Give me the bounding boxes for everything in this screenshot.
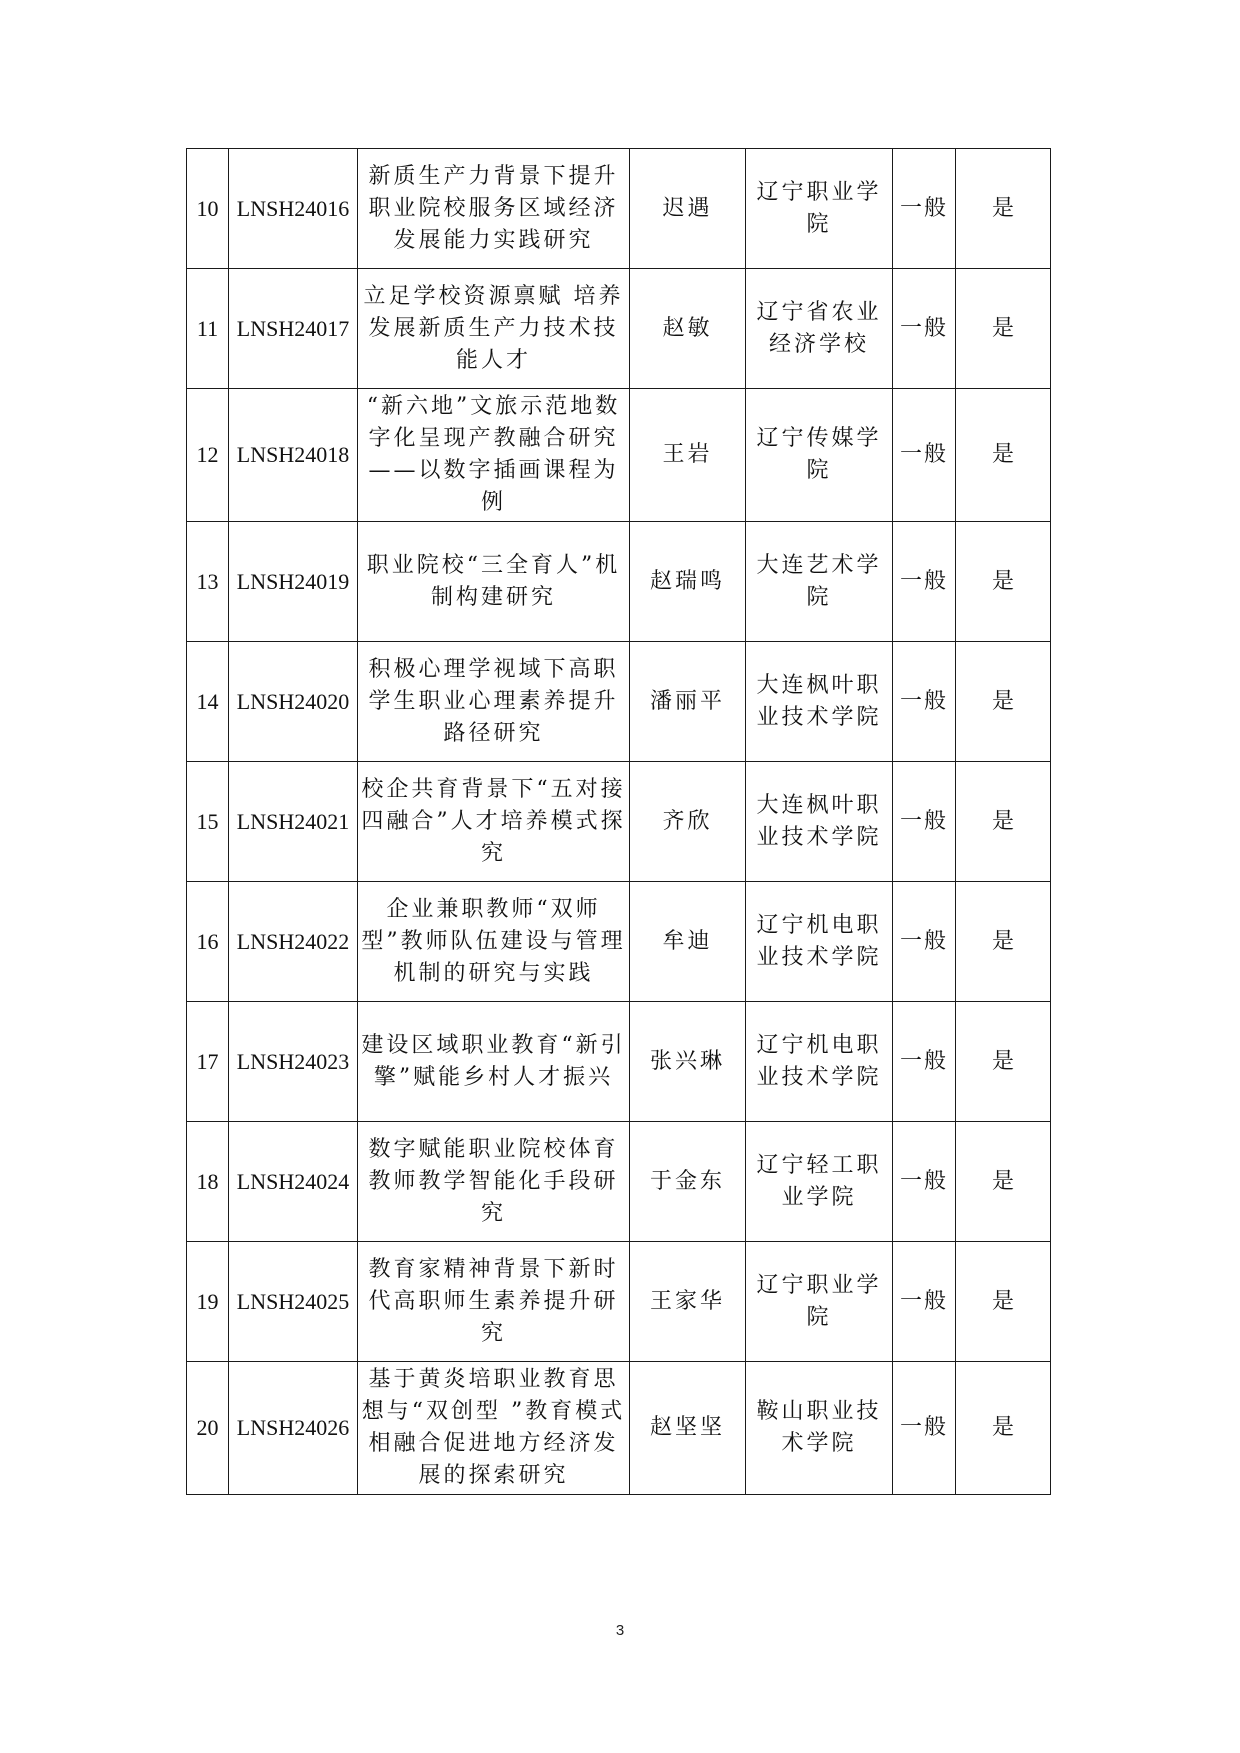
project-level-cell: 一般 bbox=[893, 149, 956, 269]
project-code-cell: LNSH24025 bbox=[229, 1242, 358, 1362]
project-level-cell: 一般 bbox=[893, 522, 956, 642]
project-title-cell: 新质生产力背景下提升职业院校服务区域经济发展能力实践研究 bbox=[358, 149, 630, 269]
institution-cell: 辽宁职业学院 bbox=[746, 1242, 893, 1362]
project-code-cell: LNSH24021 bbox=[229, 762, 358, 882]
project-level-cell: 一般 bbox=[893, 1362, 956, 1495]
institution-cell: 辽宁轻工职业学院 bbox=[746, 1122, 893, 1242]
funded-cell: 是 bbox=[956, 1002, 1051, 1122]
project-code-cell: LNSH24018 bbox=[229, 389, 358, 522]
table-row bbox=[187, 1122, 1051, 1242]
project-code-cell: LNSH24024 bbox=[229, 1122, 358, 1242]
funded-cell: 是 bbox=[956, 1122, 1051, 1242]
project-level-cell: 一般 bbox=[893, 1002, 956, 1122]
funded-cell: 是 bbox=[956, 642, 1051, 762]
institution-cell: 鞍山职业技术学院 bbox=[746, 1362, 893, 1495]
project-leader-cell: 齐欣 bbox=[630, 762, 746, 882]
project-title-cell: 立足学校资源禀赋 培养发展新质生产力技术技能人才 bbox=[358, 269, 630, 389]
row-number-cell: 11 bbox=[187, 269, 229, 389]
table-row bbox=[187, 1242, 1051, 1362]
funded-cell: 是 bbox=[956, 149, 1051, 269]
institution-cell: 辽宁机电职业技术学院 bbox=[746, 882, 893, 1002]
project-leader-cell: 牟迪 bbox=[630, 882, 746, 1002]
table-row bbox=[187, 149, 1051, 269]
project-title-cell: 基于黄炎培职业教育思想与“双创型 ”教育模式相融合促进地方经济发展的探索研究 bbox=[358, 1362, 630, 1495]
project-leader-cell: 迟遇 bbox=[630, 149, 746, 269]
row-number-cell: 12 bbox=[187, 389, 229, 522]
institution-cell: 辽宁职业学院 bbox=[746, 149, 893, 269]
project-code-cell: LNSH24026 bbox=[229, 1362, 358, 1495]
project-level-cell: 一般 bbox=[893, 642, 956, 762]
project-title-cell: 职业院校“三全育人”机制构建研究 bbox=[358, 522, 630, 642]
row-number-cell: 14 bbox=[187, 642, 229, 762]
project-title-cell: “新六地”文旅示范地数字化呈现产教融合研究——以数字插画课程为例 bbox=[358, 389, 630, 522]
table-row bbox=[187, 1362, 1051, 1495]
project-level-cell: 一般 bbox=[893, 1122, 956, 1242]
institution-cell: 大连枫叶职业技术学院 bbox=[746, 642, 893, 762]
project-leader-cell: 王家华 bbox=[630, 1242, 746, 1362]
funded-cell: 是 bbox=[956, 762, 1051, 882]
row-number-cell: 18 bbox=[187, 1122, 229, 1242]
project-leader-cell: 赵敏 bbox=[630, 269, 746, 389]
institution-cell: 辽宁机电职业技术学院 bbox=[746, 1002, 893, 1122]
row-number-cell: 17 bbox=[187, 1002, 229, 1122]
table-row bbox=[187, 269, 1051, 389]
project-leader-cell: 赵瑞鸣 bbox=[630, 522, 746, 642]
institution-cell: 辽宁传媒学院 bbox=[746, 389, 893, 522]
funded-cell: 是 bbox=[956, 1242, 1051, 1362]
project-leader-cell: 张兴琳 bbox=[630, 1002, 746, 1122]
project-code-cell: LNSH24022 bbox=[229, 882, 358, 1002]
project-leader-cell: 潘丽平 bbox=[630, 642, 746, 762]
project-title-cell: 建设区域职业教育“新引擎”赋能乡村人才振兴 bbox=[358, 1002, 630, 1122]
project-code-cell: LNSH24019 bbox=[229, 522, 358, 642]
funded-cell: 是 bbox=[956, 389, 1051, 522]
project-code-cell: LNSH24020 bbox=[229, 642, 358, 762]
funded-cell: 是 bbox=[956, 522, 1051, 642]
row-number-cell: 20 bbox=[187, 1362, 229, 1495]
table-row bbox=[187, 762, 1051, 882]
project-level-cell: 一般 bbox=[893, 762, 956, 882]
project-level-cell: 一般 bbox=[893, 882, 956, 1002]
row-number-cell: 10 bbox=[187, 149, 229, 269]
row-number-cell: 19 bbox=[187, 1242, 229, 1362]
project-leader-cell: 赵坚坚 bbox=[630, 1362, 746, 1495]
project-level-cell: 一般 bbox=[893, 1242, 956, 1362]
project-table-body bbox=[187, 149, 1051, 1495]
project-leader-cell: 于金东 bbox=[630, 1122, 746, 1242]
project-title-cell: 教育家精神背景下新时代高职师生素养提升研究 bbox=[358, 1242, 630, 1362]
project-level-cell: 一般 bbox=[893, 389, 956, 522]
project-code-cell: LNSH24017 bbox=[229, 269, 358, 389]
table-row bbox=[187, 522, 1051, 642]
institution-cell: 大连艺术学院 bbox=[746, 522, 893, 642]
page-number: 3 bbox=[615, 1622, 625, 1639]
row-number-cell: 13 bbox=[187, 522, 229, 642]
funded-cell: 是 bbox=[956, 269, 1051, 389]
project-level-cell: 一般 bbox=[893, 269, 956, 389]
table-row bbox=[187, 389, 1051, 522]
project-title-cell: 积极心理学视域下高职学生职业心理素养提升路径研究 bbox=[358, 642, 630, 762]
table-row bbox=[187, 882, 1051, 1002]
project-title-cell: 校企共育背景下“五对接四融合”人才培养模式探究 bbox=[358, 762, 630, 882]
row-number-cell: 15 bbox=[187, 762, 229, 882]
project-code-cell: LNSH24023 bbox=[229, 1002, 358, 1122]
project-table bbox=[186, 148, 1051, 1495]
table-row bbox=[187, 1002, 1051, 1122]
project-code-cell: LNSH24016 bbox=[229, 149, 358, 269]
project-title-cell: 企业兼职教师“双师型”教师队伍建设与管理机制的研究与实践 bbox=[358, 882, 630, 1002]
project-leader-cell: 王岩 bbox=[630, 389, 746, 522]
table-row bbox=[187, 642, 1051, 762]
funded-cell: 是 bbox=[956, 1362, 1051, 1495]
institution-cell: 大连枫叶职业技术学院 bbox=[746, 762, 893, 882]
row-number-cell: 16 bbox=[187, 882, 229, 1002]
funded-cell: 是 bbox=[956, 882, 1051, 1002]
institution-cell: 辽宁省农业经济学校 bbox=[746, 269, 893, 389]
project-title-cell: 数字赋能职业院校体育教师教学智能化手段研究 bbox=[358, 1122, 630, 1242]
